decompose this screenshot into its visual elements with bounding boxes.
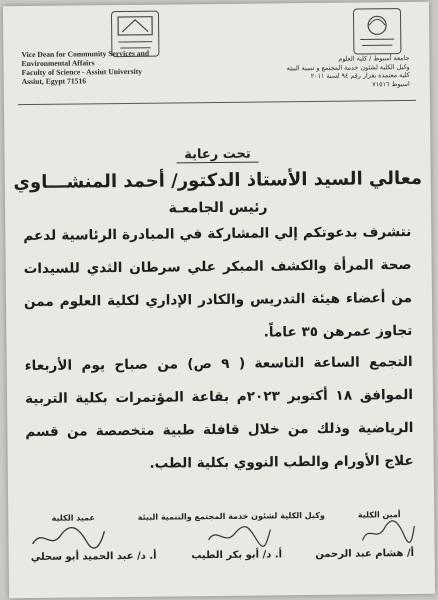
signature-scribble-icon: [204, 523, 274, 548]
header-arabic-line: جامعة أسيوط / كلية العلوم: [338, 53, 410, 63]
signature-title: وكيل الكلية لشئون خدمة المجتمع والتنمية البيئة: [137, 510, 325, 522]
header-arabic-line: كلية معتمدة بقرار رقم ٩٤ لسنة ٢٠١١: [310, 70, 410, 81]
signatory-name: أ. د/ عبد الحميد أبو سحلي: [30, 550, 157, 563]
header-arabic-line: وكيل الكلية لشئون خدمة المجتمع و تنمية البيئة: [286, 62, 410, 72]
body-paragraph-2: التجمع الساعة التاسعة ( ٩ ص) من صباح يوم الأربعاء الموافق ١٨ أكتوبر ٢٠٢٣م بقاعة المؤتمرات بكلية التربية الرياضية وذلك من خلال قافلة طبية متخصصة من قسم علاج الأورام والطب النووي بكلية الطب.: [24, 353, 414, 472]
header-arabic: [239, 54, 409, 90]
signature-scribble-icon: [358, 518, 418, 547]
signatory-name: أ/ هشام عبد الرحمن: [315, 547, 415, 561]
header-english-line: Faculty of Science - Assiut University: [21, 66, 143, 78]
header-english-line: Assiut, Egypt 71516: [21, 76, 87, 87]
body-paragraph-1: نتشرف بدعوتكم إلي المشاركة في المبادرة الرئاسية لدعم صحة المرأة والكشف المبكر علي سرطان الثدي للسيدات من أعضاء هيئة التدريس والكادر الإداري لكلية العلوم ممن تجاوز عمرهن ٣٥ عاماً.: [23, 223, 413, 341]
header-arabic-line: اسيوط ٧١٥١٦: [372, 79, 410, 88]
header-english-line: Vice Dean for Community Services and: [21, 48, 150, 60]
university-logo: [353, 8, 401, 55]
addressee: معالي السيد الأستاذ الدكتور/ أحمد المنشـــاوي: [13, 167, 423, 194]
patronage-heading: [4, 145, 430, 164]
signature-title: أمين الكلية: [357, 510, 401, 520]
university-emblem-icon: [354, 9, 400, 53]
addressee-role: رئيس الجامعـة: [168, 199, 268, 217]
header-english-line: Environmental Affairs: [21, 58, 95, 69]
header-english: [21, 48, 191, 86]
patronage-heading-text: تحت رعاية: [176, 147, 259, 164]
signatory-name: أ. د/ أبو بكر الطيب: [191, 549, 283, 562]
header-divider: [18, 100, 416, 105]
signature-title: عميد الكلية: [51, 513, 95, 523]
document-page: [3, 2, 435, 598]
signature-scribble-icon: [28, 523, 108, 552]
